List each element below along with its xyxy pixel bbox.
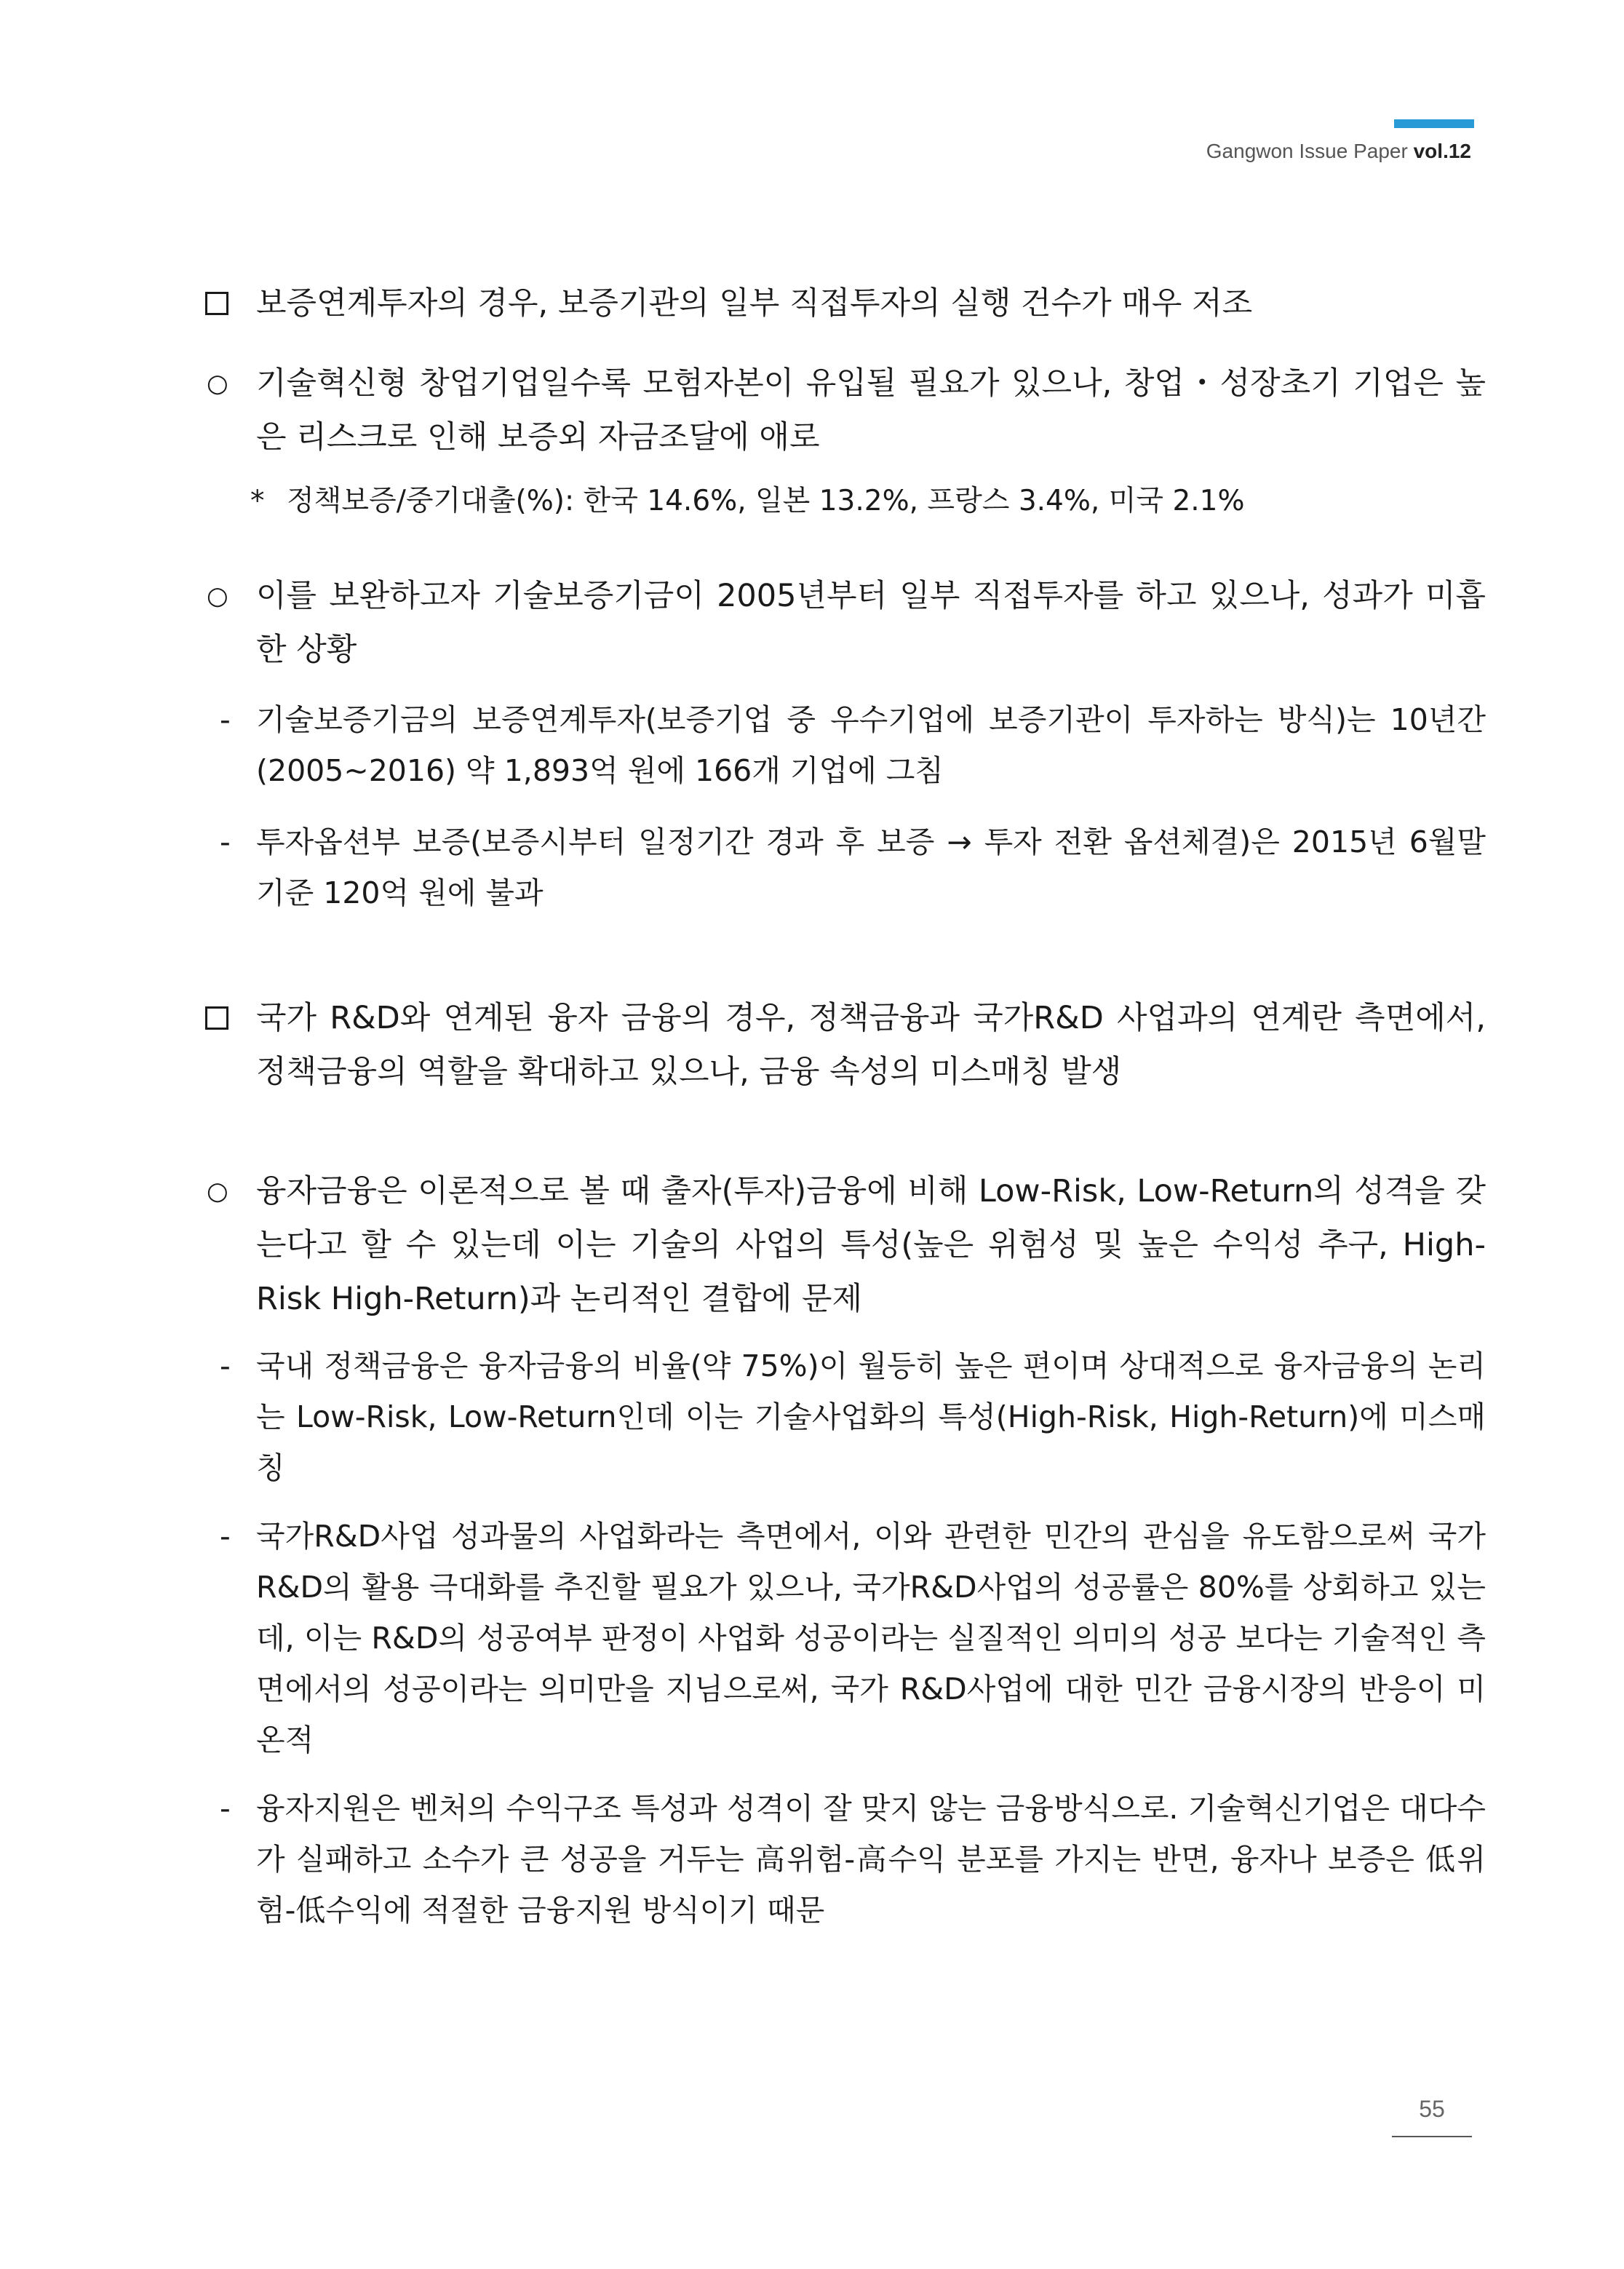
dash-marker: - (220, 824, 231, 859)
section-heading (205, 277, 1486, 330)
document-body (205, 277, 1486, 1936)
dash-bullet-text: 융자지원은 벤처의 수익구조 특성과 성격이 잘 맞지 않는 금융방식으로. 기술혁신기업은 대다수가 실패하고 소수가 큰 성공을 거두는 高위험-高수익 분포를 가지는 반면, 융자나 보증은 低위험-低수익에 적절한 금융지원 방식이기 때문 (256, 1791, 1486, 1928)
header-accent-bar (1394, 119, 1474, 128)
circle-bullet-icon: ○ (207, 369, 228, 398)
dash-bullet-item (205, 1783, 1486, 1936)
dash-marker: - (220, 702, 231, 737)
header-series: Gangwon Issue Paper (1206, 140, 1408, 162)
header-volume: vol.12 (1413, 140, 1471, 162)
dash-marker: - (220, 1519, 231, 1554)
circle-bullet-text: 기술혁신형 창업기업일수록 모험자본이 유입될 필요가 있으나, 창업・성장초기 기업은 높은 리스크로 인해 보증외 자금조달에 애로 (256, 365, 1486, 456)
asterisk-marker: * (250, 485, 265, 517)
page-number-underline (1392, 2136, 1472, 2137)
circle-bullet-icon: ○ (207, 1177, 228, 1206)
circle-bullet-text: 융자금융은 이론적으로 볼 때 출자(투자)금융에 비해 Low-Risk, Low-Return의 성격을 갖는다고 할 수 있는데 이는 기술의 사업의 특성(높은 위험성 및 높은 수익성 추구, High-Risk High-Return)과 논리적인 결합에 문제 (256, 1173, 1486, 1317)
section-heading-text: 국가 R&D와 연계된 융자 금융의 경우, 정책금융과 국가R&D 사업과의 연계란 측면에서, 정책금융의 역할을 확대하고 있으나, 금융 속성의 미스매칭 발생 (256, 1000, 1486, 1090)
circle-bullet-icon: ○ (207, 581, 228, 611)
dash-bullet-item (205, 816, 1486, 918)
dash-bullet-text: 국가R&D사업 성과물의 사업화라는 측면에서, 이와 관련한 민간의 관심을 유도함으로써 국가R&D의 활용 극대화를 추진할 필요가 있으나, 국가R&D사업의 성공률은 80%를 상회하고 있는데, 이는 R&D의 성공여부 판정이 사업화 성공이라는 실질적인 의미의 성공 보다는 기술적인 측면에서의 성공이라는 의미만을 지님으로써, 국가 R&D사업에 대한 민간 금융시장의 반응이 미온적 (256, 1519, 1486, 1757)
page-number: 55 (1419, 2096, 1445, 2122)
section-heading-text: 보증연계투자의 경우, 보증기관의 일부 직접투자의 실행 건수가 매우 저조 (256, 285, 1253, 322)
dash-bullet-text: 기술보증기금의 보증연계투자(보증기업 중 우수기업에 보증기관이 투자하는 방식)는 10년간(2005~2016) 약 1,893억 원에 166개 기업에 그침 (256, 702, 1486, 788)
dash-bullet-item (205, 694, 1486, 796)
section-heading (205, 991, 1486, 1099)
circle-bullet-item (205, 569, 1486, 677)
circle-bullet-item (205, 1164, 1486, 1326)
dash-marker: - (220, 1791, 231, 1826)
dash-bullet-text: 투자옵션부 보증(보증시부터 일정기간 경과 후 보증 → 투자 전환 옵션체결)은 2015년 6월말 기준 120억 원에 불과 (256, 824, 1486, 910)
footnote-item (205, 476, 1486, 527)
square-bullet-icon (205, 1006, 228, 1030)
dash-bullet-text: 국내 정책금융은 융자금융의 비율(약 75%)이 월등히 높은 편이며 상대적으로 융자금융의 논리는 Low-Risk, Low-Return인데 이는 기술사업화의 특성(High-Risk, High-Return)에 미스매칭 (256, 1348, 1486, 1485)
square-bullet-icon (205, 292, 228, 315)
dash-bullet-item (205, 1340, 1486, 1493)
running-header (1206, 140, 1471, 163)
dash-bullet-item (205, 1511, 1486, 1765)
footnote-text: 정책보증/중기대출(%): 한국 14.6%, 일본 13.2%, 프랑스 3.4%, 미국 2.1% (287, 485, 1245, 517)
circle-bullet-item (205, 357, 1486, 464)
dash-marker: - (220, 1348, 231, 1383)
circle-bullet-text: 이를 보완하고자 기술보증기금이 2005년부터 일부 직접투자를 하고 있으나, 성과가 미흡한 상황 (256, 578, 1486, 668)
